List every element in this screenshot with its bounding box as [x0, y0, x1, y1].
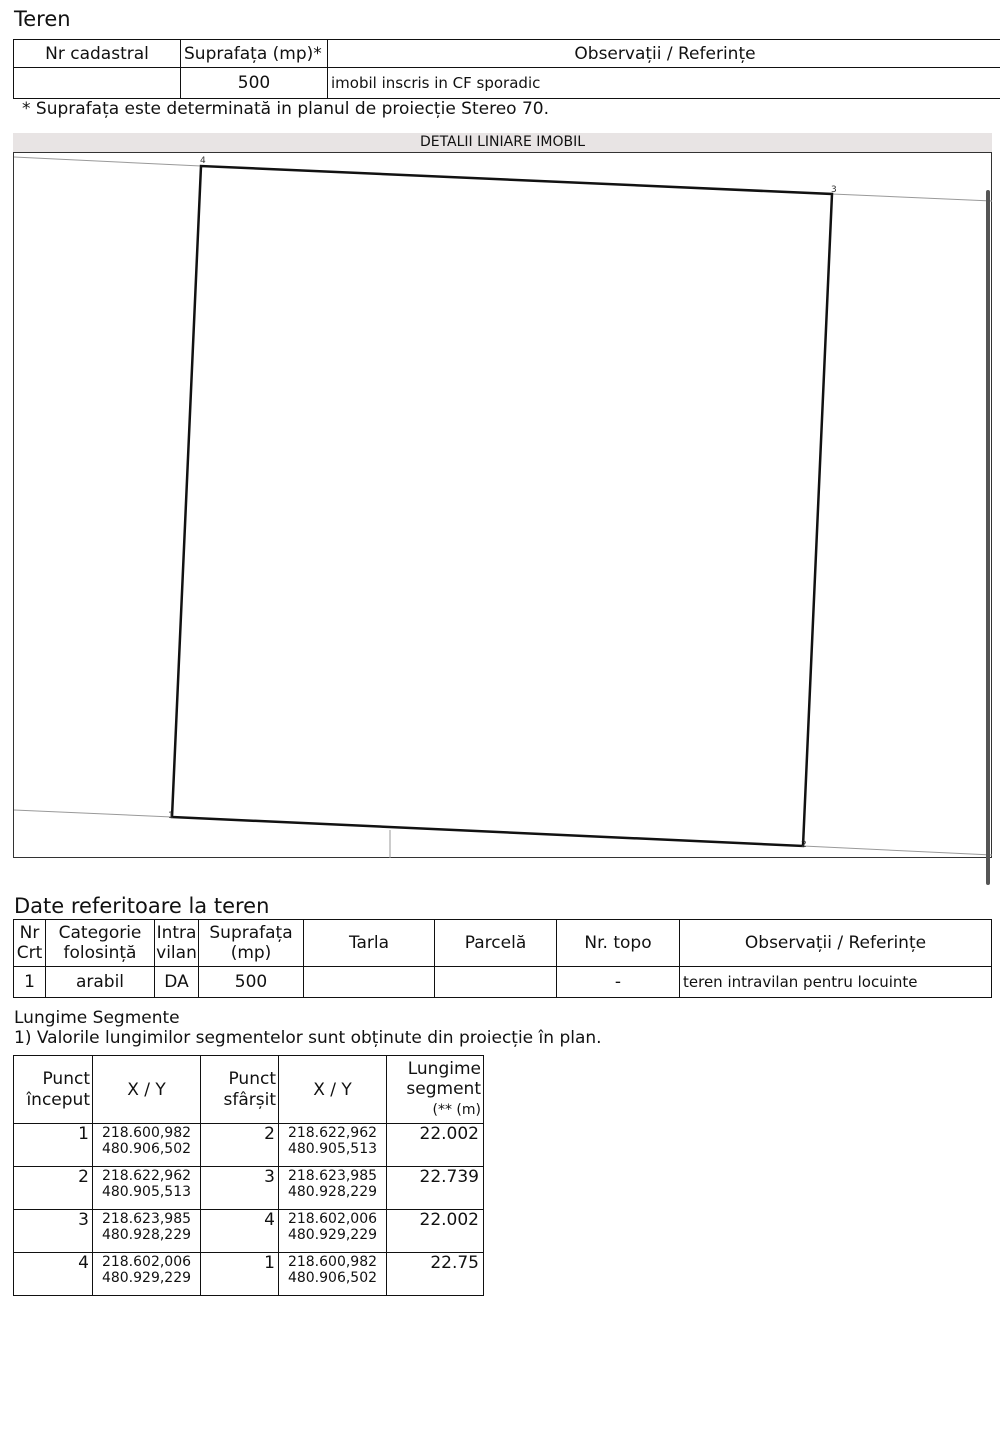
header-punct-inceput: Punct început — [14, 1056, 93, 1124]
coord-y: 480.905,513 — [287, 1141, 378, 1157]
cell-lungime: 22.75 — [387, 1253, 484, 1296]
cell-intravilan: DA — [155, 967, 199, 998]
header-lungime-unit: (** (m) — [432, 1102, 481, 1118]
cell-punct-sfarsit: 3 — [201, 1167, 279, 1210]
cell-punct-inceput: 4 — [14, 1253, 93, 1296]
coord-y: 480.906,502 — [101, 1141, 192, 1157]
cell-categorie: arabil — [46, 967, 155, 998]
coord-y: 480.928,229 — [287, 1184, 378, 1200]
point-label-2: 2 — [801, 840, 807, 850]
cell-observatii: imobil inscris in CF sporadic — [328, 68, 1000, 99]
cell-punct-sfarsit: 1 — [201, 1253, 279, 1296]
coord-y: 480.928,229 — [101, 1227, 192, 1243]
header-nr-topo: Nr. topo — [557, 920, 680, 967]
coord-x: 218.622,962 — [287, 1125, 378, 1141]
plan-header: DETALII LINIARE IMOBIL — [13, 133, 992, 152]
cell-lungime: 22.002 — [387, 1124, 484, 1167]
cell-xy-end — [279, 1167, 387, 1210]
coord-x: 218.602,006 — [101, 1254, 192, 1270]
segmente-table — [13, 1055, 484, 1296]
date-teren-table — [13, 919, 992, 998]
segment-row — [14, 1124, 484, 1167]
segment-row — [14, 1210, 484, 1253]
point-label-1: 1 — [168, 811, 174, 821]
cell-nr-topo: - — [557, 967, 680, 998]
cell-xy-end — [279, 1210, 387, 1253]
header-lungime-label: Lungime segment — [406, 1059, 481, 1099]
header-parcela: Parcelă — [435, 920, 557, 967]
header-observatii: Observații / Referințe — [328, 40, 1000, 68]
cell-xy-start — [93, 1253, 201, 1296]
cell-tarla — [304, 967, 435, 998]
scrollbar — [986, 190, 990, 885]
coord-x: 218.623,985 — [101, 1211, 192, 1227]
cell-punct-inceput: 1 — [14, 1124, 93, 1167]
coord-x: 218.600,982 — [287, 1254, 378, 1270]
cell-lungime: 22.002 — [387, 1210, 484, 1253]
segment-row — [14, 1167, 484, 1210]
header-categorie: Categorie folosință — [46, 920, 155, 967]
cell-punct-sfarsit: 2 — [201, 1124, 279, 1167]
parcel-outline — [172, 166, 832, 846]
cell-xy-end — [279, 1253, 387, 1296]
neighbor-line — [832, 194, 992, 201]
header-lungime — [387, 1056, 484, 1124]
point-label-3: 3 — [831, 185, 837, 195]
neighbor-line — [803, 846, 992, 855]
segment-row — [14, 1253, 484, 1296]
header-nr-crt: Nr Crt — [14, 920, 46, 967]
neighbor-line — [14, 810, 172, 817]
header-intravilan: Intra vilan — [155, 920, 199, 967]
header-suprafata: Suprafața (mp)* — [181, 40, 328, 68]
coord-x: 218.600,982 — [101, 1125, 192, 1141]
cell-observatii: teren intravilan pentru locuinte — [680, 967, 992, 998]
header-nr-cadastral: Nr cadastral — [14, 40, 181, 68]
coord-x: 218.622,962 — [101, 1168, 192, 1184]
coord-y: 480.929,229 — [287, 1227, 378, 1243]
footnote-suprafata: * Suprafața este determinată in planul de proiecție Stereo 70. — [22, 99, 550, 119]
cell-xy-start — [93, 1167, 201, 1210]
cell-suprafata: 500 — [181, 68, 328, 99]
segmente-note: 1) Valorile lungimilor segmentelor sunt obținute din proiecție în plan. — [14, 1028, 602, 1048]
header-tarla: Tarla — [304, 920, 435, 967]
header-xy-2: X / Y — [279, 1056, 387, 1124]
coord-y: 480.929,229 — [101, 1270, 192, 1286]
cell-xy-end — [279, 1124, 387, 1167]
cell-lungime: 22.739 — [387, 1167, 484, 1210]
coord-y: 480.905,513 — [101, 1184, 192, 1200]
header-observatii: Observații / Referințe — [680, 920, 992, 967]
section-title-date-teren: Date referitoare la teren — [14, 894, 270, 918]
coord-x: 218.623,985 — [287, 1168, 378, 1184]
cell-xy-start — [93, 1124, 201, 1167]
neighbor-line — [14, 157, 201, 166]
section-title-teren: Teren — [14, 7, 71, 31]
cell-punct-inceput: 2 — [14, 1167, 93, 1210]
cell-nr-crt: 1 — [14, 967, 46, 998]
header-suprafata: Suprafața (mp) — [199, 920, 304, 967]
point-label-4: 4 — [200, 156, 206, 166]
segmente-title: Lungime Segmente — [14, 1008, 180, 1028]
cell-punct-inceput: 3 — [14, 1210, 93, 1253]
header-xy-1: X / Y — [93, 1056, 201, 1124]
cell-xy-start — [93, 1210, 201, 1253]
coord-x: 218.602,006 — [287, 1211, 378, 1227]
cell-parcela — [435, 967, 557, 998]
header-punct-sfarsit: Punct sfârșit — [201, 1056, 279, 1124]
cell-suprafata: 500 — [199, 967, 304, 998]
cell-punct-sfarsit: 4 — [201, 1210, 279, 1253]
coord-y: 480.906,502 — [287, 1270, 378, 1286]
